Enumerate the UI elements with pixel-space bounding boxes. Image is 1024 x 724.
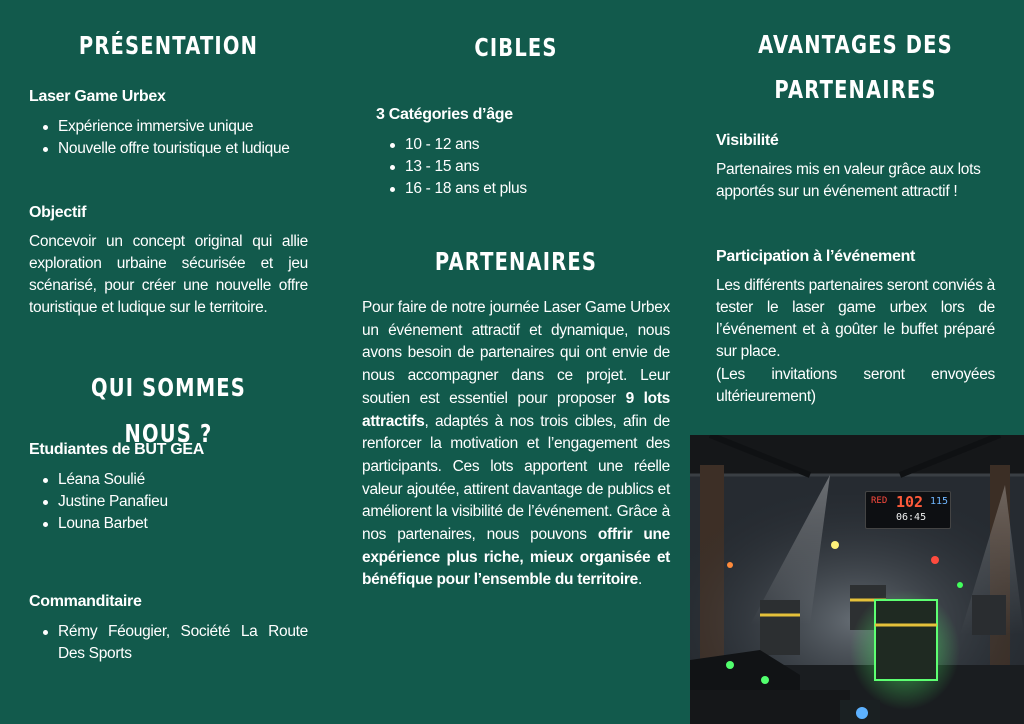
cibles-subtitle: 3 Catégories d’âge — [376, 106, 513, 123]
commanditaire-list — [29, 621, 308, 665]
partenaires-text-part: Pour faire de notre journée Laser Game Urbex un événement attractif et dynamique, nous avons besoin de partenaires qui ont envie de nous accompagner dans ce projet. Leur soutien est essentiel pour proposer — [362, 299, 670, 407]
list-item: Rémy Féougier, Société La Route Des Sports — [58, 621, 308, 665]
presentation-title: PRÉSENTATION — [78, 31, 259, 60]
commanditaire-subtitle: Commanditaire — [29, 593, 142, 610]
presentation-subtitle: Laser Game Urbex — [29, 88, 166, 105]
objectif-text: Concevoir un concept original qui allie exploration urbaine sécurisée et jeu scénarisé, pour créer une nouvelle offre touristique et ludique sur le territoire. — [29, 233, 308, 316]
scoreboard — [865, 491, 951, 529]
arena-illustration — [690, 435, 1024, 724]
cibles-list — [376, 134, 665, 200]
avantages-title-line2: PARTENAIRES — [774, 75, 937, 104]
cibles-title: CIBLES — [474, 33, 558, 62]
visibilite-title: Visibilité — [716, 132, 779, 149]
qui-subtitle: Etudiantes de BUT GEA — [29, 441, 205, 458]
laser-game-photo — [690, 435, 1024, 724]
scoreboard-timer: 06:45 — [896, 512, 927, 523]
scoreboard-red-score: 102 — [896, 493, 924, 511]
objectif-subtitle: Objectif — [29, 204, 87, 221]
partenaires-text-part: , adaptés à nos trois cibles, afin de renforcer la motivation et l’engagement des participants. Ces lots apportent une réelle valeur ajoutée, attirent davantage de publics et améliorent la visibilité de l’événement. Grâce à nos partenaires, nous pouvons — [362, 412, 670, 544]
participation-title: Participation à l’événement — [716, 248, 916, 265]
list-item: Nouvelle offre touristique et ludique — [58, 138, 348, 160]
qui-title: QUI SOMMES NOUS ? — [91, 373, 246, 448]
list-item: Louna Barbet — [58, 513, 318, 535]
partenaires-highlight-offer: offrir une expérience plus riche, mieux organisée et bénéfique pour l’ensemble du territoire — [362, 526, 670, 589]
partenaires-highlight-lots: 9 lots attractifs — [362, 389, 671, 430]
list-item: Expérience immersive unique — [58, 116, 348, 138]
partenaires-title: PARTENAIRES — [434, 247, 598, 276]
members-list — [29, 469, 318, 535]
partenaires-text-part: . — [637, 571, 642, 589]
visibilite-text: Partenaires mis en valeur grâce aux lots apportés sur un événement attractif ! — [716, 161, 981, 200]
partenaires-text — [362, 297, 670, 592]
scoreboard-red-label: RED — [871, 496, 888, 506]
list-item: 10 - 12 ans — [405, 134, 665, 156]
participation-text: Les différents partenaires seront conviés à tester le laser game urbex lors de l’événement et à goûter le buffet préparé sur place. — [716, 277, 995, 360]
presentation-list — [29, 116, 348, 160]
scoreboard-blue-score: 115 — [930, 496, 949, 507]
list-item: 13 - 15 ans — [405, 156, 665, 178]
list-item: Léana Soulié — [58, 469, 318, 491]
list-item: Justine Panafieu — [58, 491, 318, 513]
avantages-title-line1: AVANTAGES DES — [758, 30, 953, 59]
participation-note: (Les invitations seront envoyées ultérieurement) — [716, 366, 995, 405]
list-item: 16 - 18 ans et plus — [405, 178, 665, 200]
